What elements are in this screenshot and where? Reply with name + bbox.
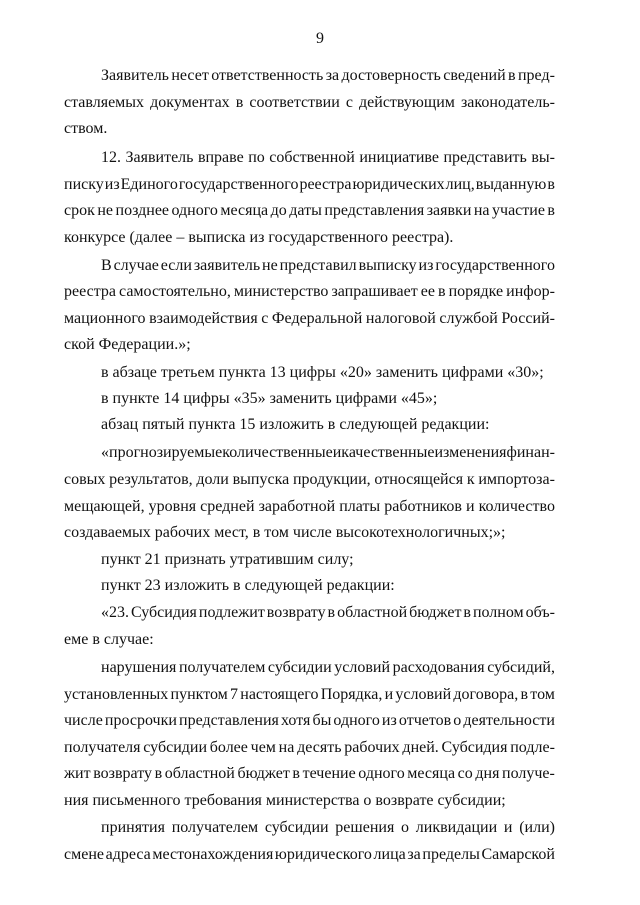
text-line: жит возврату в областной бюджет в течение одного месяца со дня получе- xyxy=(64,765,555,782)
text-line: ской Федерации.»; xyxy=(64,336,191,353)
text-line: нарушения получателем субсидии условий расходования субсидий, xyxy=(101,659,555,676)
text-line: абзац пятый пункта 15 изложить в следующей редакции: xyxy=(101,416,490,433)
text-line: в пункте 14 цифры «35» заменить цифрами «45»; xyxy=(101,390,438,407)
text-line: мационного взаимодействия с Федеральной налоговой службой Россий- xyxy=(64,310,555,327)
page-number: 9 xyxy=(316,30,324,47)
text-line: Заявитель несет ответственность за достоверность сведений в пред- xyxy=(101,67,555,84)
text-line: «прогнозируемые количественные и качественные изменения финан- xyxy=(101,444,555,461)
text-line: писку из Единого государственного реестра юридических лиц, выданную в xyxy=(64,176,555,193)
text-line: смене адреса местонахождения юридического лица за пределы Самарской xyxy=(64,846,555,863)
text-line: конкурсе (далее – выписка из государственного реестра). xyxy=(64,229,454,246)
text-line: реестра самостоятельно, министерство запрашивает ее в порядке инфор- xyxy=(64,283,555,300)
text-line: мещающей, уровня средней заработной платы работников и количество xyxy=(64,498,555,515)
text-line: установленных пунктом 7 настоящего Порядка, и условий договора, в том xyxy=(64,686,555,703)
text-line: ством. xyxy=(64,120,108,137)
text-line: 12. Заявитель вправе по собственной инициативе представить вы- xyxy=(101,149,555,166)
text-line: «23. Субсидия подлежит возврату в областной бюджет в полном объ- xyxy=(101,604,555,621)
text-line: ставляемых документах в соответствии с действующим законодатель- xyxy=(64,94,555,111)
text-line: совых результатов, доли выпуска продукции, относящейся к импортоза- xyxy=(64,471,555,488)
text-line: создаваемых рабочих мест, в том числе высокотехнологичных;»; xyxy=(64,524,506,541)
text-line: В случае если заявитель не представил выписку из государственного xyxy=(101,257,555,274)
text-line: срок не позднее одного месяца до даты представления заявки на участие в xyxy=(64,202,555,219)
text-line: в абзаце третьем пункта 13 цифры «20» заменить цифрами «30»; xyxy=(101,364,544,381)
text-line: получателя субсидии более чем на десять рабочих дней. Субсидия подле- xyxy=(64,739,555,756)
text-line: пункт 21 признать утратившим силу; xyxy=(101,551,354,568)
text-line: принятия получателем субсидии решения о ликвидации и (или) xyxy=(101,819,555,836)
text-line: еме в случае: xyxy=(64,631,154,648)
text-line: числе просрочки представления хотя бы одного из отчетов о деятельности xyxy=(64,712,555,729)
text-line: ния письменного требования министерства о возврате субсидии; xyxy=(64,792,506,809)
text-line: пункт 23 изложить в следующей редакции: xyxy=(101,577,395,594)
